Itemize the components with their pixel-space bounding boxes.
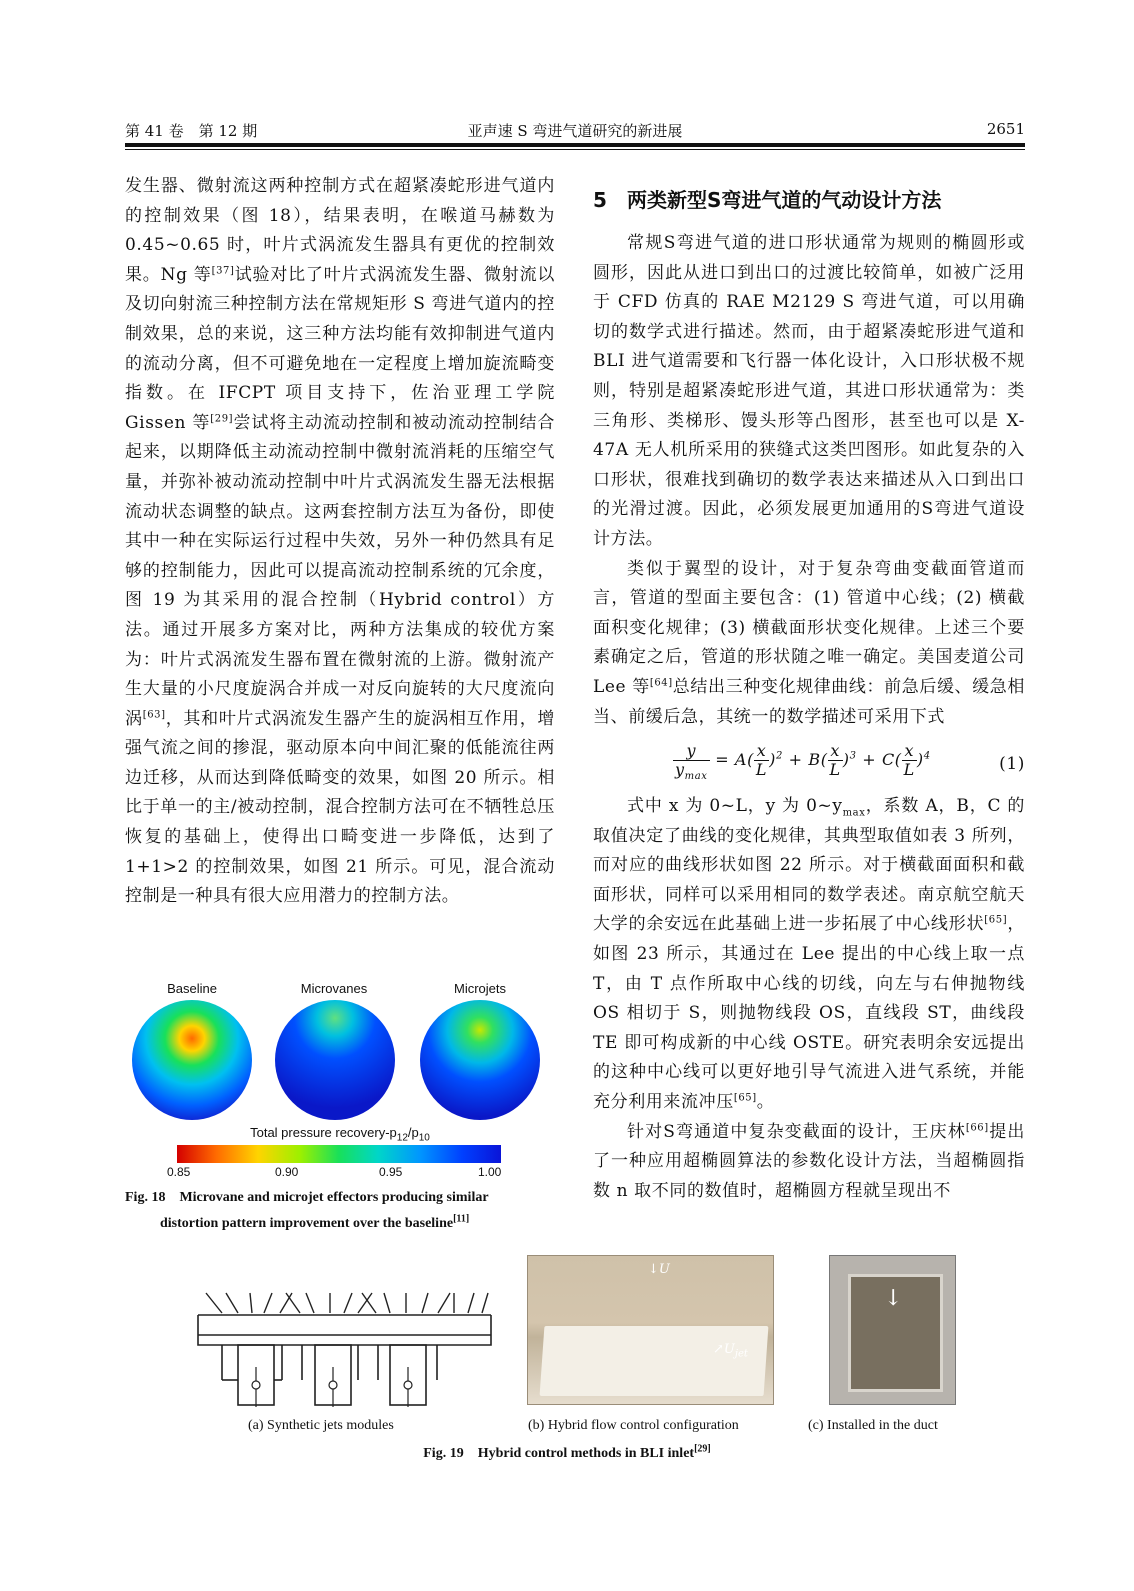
text-run: 类似于翼型的设计，对于复杂弯曲变截面管道而言，管道的型面主要包含：(1) 管道中心线；(2) 横截面积变化规律；(3) 横截面形状变化规律。上述三个要素确定之后，管道的形状随之唯一确定。美国麦道公司 Lee 等 bbox=[593, 558, 1025, 697]
citation: [37] bbox=[211, 265, 235, 277]
pressure-contour-plots bbox=[125, 975, 555, 1125]
text-run: 总结出三种变化规律曲线：前急后缓、缓急相当、前缓后急，其统一的数学描述可采用下式 bbox=[593, 676, 1025, 727]
text-run: 针对S弯通道中复杂变截面的设计，王庆林 bbox=[627, 1121, 966, 1142]
text-run: 式中 x 为 0~L，y 为 0~y bbox=[627, 796, 843, 817]
figure-18-caption bbox=[125, 1185, 555, 1237]
citation: [65] bbox=[733, 1092, 757, 1104]
right-paragraph-4 bbox=[593, 1118, 1025, 1207]
equation-body: $\frac{y}{y_{max}}$ = A( $\frac{x}{L}$ )$^2$ + B( $\frac{x}{L}$ )$^3$ + C( $\frac{x}{L}$ )$^4$ bbox=[675, 741, 931, 783]
colorbar-title-text: /p bbox=[407, 1125, 419, 1140]
subcaption-b: (b) Hybrid flow control configuration bbox=[528, 1418, 739, 1433]
subcaption-c: (c) Installed in the duct bbox=[808, 1418, 938, 1433]
section-title: 两类新型S弯进气道的气动设计方法 bbox=[627, 188, 942, 212]
citation: [29] bbox=[210, 413, 234, 425]
figure-19 bbox=[0, 1250, 1134, 1470]
subscript: 10 bbox=[418, 1132, 430, 1144]
text-run: 。 bbox=[756, 1092, 775, 1113]
jet-arrows bbox=[206, 1293, 488, 1313]
figure-19-caption bbox=[0, 1442, 1134, 1462]
citation: [63] bbox=[142, 709, 166, 721]
right-paragraph-3 bbox=[593, 792, 1025, 1118]
colorbar bbox=[177, 1145, 501, 1163]
label-baseline: Baseline bbox=[167, 981, 217, 996]
citation: [29] bbox=[694, 1443, 711, 1455]
header-volume: 第 41 卷 第 12 期 bbox=[125, 122, 258, 140]
text-run: 提出了一种应用超椭圆算法的参数化设计方法，当超椭圆指数 n 取不同的数值时，超椭圆方程就呈现出不 bbox=[593, 1121, 1025, 1201]
label-ujet: $↗U_{jet}$ bbox=[713, 1342, 748, 1360]
text-run: ，系数 A，B，C 的取值决定了曲线的变化规律，其典型取值如表 3 所列，而对应的曲线形状如图 22 所示。对于横截面面积和截面形状，同样可以采用相同的数学表述。南京航空航天大学的余安远在此基础上进一步拓展了中心线形状 bbox=[593, 796, 1025, 935]
page-number: 2651 bbox=[986, 120, 1025, 138]
caption-text: distortion pattern improvement over the baseline bbox=[160, 1216, 454, 1231]
microvanes-contour bbox=[275, 1000, 395, 1120]
label-microvanes: Microvanes bbox=[300, 981, 368, 996]
text-run: ，如图 23 所示，其通过在 Lee 提出的中心线上取一点 T，由 T 点作所取中心线的切线，向左与右伸抛物线 OS 相切于 S，则抛物线段 OS，直线段 ST，曲线段 TE 即可构成新的中心线 OSTE。研究表明余安远提出的这种中心线可以更好地引导气流进入进气系统，并能充分利用来流冲压 bbox=[593, 914, 1025, 1113]
header-title: 亚声速 S 弯进气道研究的新进展 bbox=[467, 122, 683, 140]
hybrid-config-photo bbox=[527, 1255, 774, 1405]
citation: [11] bbox=[453, 1213, 470, 1225]
text-run: 尝试将主动流动控制和被动流动控制结合起来，以期降低主动流动控制中微射流消耗的压缩空气量，并弥补被动流动控制中叶片式涡流发生器无法根据流动状态调整的缺点。这两套控制方法互为备份，即使其中一种在实际运行过程中失效，另外一种仍然具有足够的控制能力，因此可以提高流动控制系统的冗余度，图 19 为其采用的混合控制（Hybrid control）方法。通过开展多方案对比，两种方法集成的较优方案为：叶片式涡流发生器布置在微射流的上游。微射流产生大量的小尺度旋涡合并成一对反向旋转的大尺度流向涡 bbox=[125, 412, 555, 729]
caption-line bbox=[125, 1211, 555, 1237]
header-rule-thin bbox=[125, 149, 1025, 150]
installed-duct-photo bbox=[829, 1255, 956, 1405]
subscript: 12 bbox=[396, 1132, 408, 1144]
right-paragraph-2 bbox=[593, 555, 1025, 733]
tick-label: 1.00 bbox=[478, 1165, 502, 1179]
colorbar-title-text: Total pressure recovery-p bbox=[250, 1125, 397, 1140]
text-run: ，其和叶片式涡流发生器产生的旋涡相互作用，增强气流之间的掺混，驱动原本向中间汇聚的低能流往两边迁移，从而达到降低畸变的效果，如图 20 所示。相比于单一的主/被动控制，混合控制方法可在不牺牲总压恢复的基础上，使得出口畸变进一步降低，达到了 1+1>2 的控制效果，如图 21 所示。可见，混合流动控制是一种具有很大应用潜力的控制方法。 bbox=[125, 708, 555, 907]
synthetic-jets-diagram bbox=[192, 1285, 497, 1415]
caption-line: Fig. 18 Microvane and microjet effectors producing similar bbox=[125, 1190, 489, 1205]
tick-label: 0.85 bbox=[167, 1165, 191, 1179]
right-column bbox=[593, 229, 1025, 1206]
citation: [66] bbox=[965, 1121, 989, 1133]
header-rule-thick bbox=[125, 143, 1025, 147]
running-header bbox=[125, 118, 1025, 142]
label-microjets: Microjets bbox=[453, 981, 506, 996]
subcaption-a: (a) Synthetic jets modules bbox=[248, 1418, 394, 1433]
citation: [64] bbox=[649, 677, 673, 689]
caption-text: Fig. 19 Hybrid control methods in BLI inlet bbox=[423, 1446, 695, 1461]
tick-label: 0.90 bbox=[275, 1165, 299, 1179]
baseline-contour bbox=[132, 1000, 252, 1120]
section-number: 5 bbox=[593, 188, 607, 212]
label-u-text: U bbox=[658, 1262, 670, 1277]
right-paragraph-1: 常规S弯进气道的进口形状通常为规则的椭圆形或圆形，因此从进口到出口的过渡比较简单，如被广泛用于 CFD 仿真的 RAE M2129 S 弯进气道，可以用确切的数学式进行描述。然而，由于超紧凑蛇形进气道和 BLI 进气道需要和飞行器一体化设计，入口形状极不规则，特别是超紧凑蛇形进气道，其进口形状通常为：类三角形、类梯形、馒头形等凸图形，甚至也可以是 X-47A 无人机所采用的狭缝式这类凹图形。如此复杂的入口形状，很难找到确切的数学表达来描述从入口到出口的光滑过渡。因此，必须发展更加通用的S弯进气道设计方法。 bbox=[593, 233, 1025, 549]
vane-panel bbox=[540, 1326, 769, 1396]
left-column bbox=[125, 172, 555, 912]
colorbar-title bbox=[125, 1125, 555, 1144]
section-heading bbox=[593, 184, 1025, 213]
label-u: ↓U bbox=[648, 1262, 670, 1277]
subscript: max bbox=[842, 807, 866, 819]
label-ujet-text: U bbox=[723, 1342, 735, 1357]
tick-label: 0.95 bbox=[379, 1165, 403, 1179]
microjets-contour bbox=[420, 1000, 540, 1120]
equation-1 bbox=[593, 732, 1025, 792]
equation-number: (1) bbox=[999, 754, 1025, 775]
text-run: 发生器、微射流这两种控制方式在超紧凑蛇形进气道内的控制效果（图 18），结果表明，在喉道马赫数为 0.45~0.65 时，叶片式涡流发生器具有更优的控制效果。Ng 等 bbox=[125, 176, 555, 285]
text-run: 试验对比了叶片式涡流发生器、微射流以及切向射流三种控制方法在常规矩形 S 弯进气道内的控制效果，总的来说，这三种方法均能有效抑制进气道内的流动分离，但不可避免地在一定程度上增加旋流畸变指数。在 IFCPT 项目支持下，佐治亚理工学院 Gissen 等 bbox=[125, 264, 555, 433]
left-paragraph bbox=[125, 172, 555, 912]
citation: [65] bbox=[984, 914, 1008, 926]
flow-arrow-icon: ↓ bbox=[884, 1286, 903, 1311]
figure-18 bbox=[125, 975, 555, 1235]
subscript: jet bbox=[734, 1348, 748, 1360]
